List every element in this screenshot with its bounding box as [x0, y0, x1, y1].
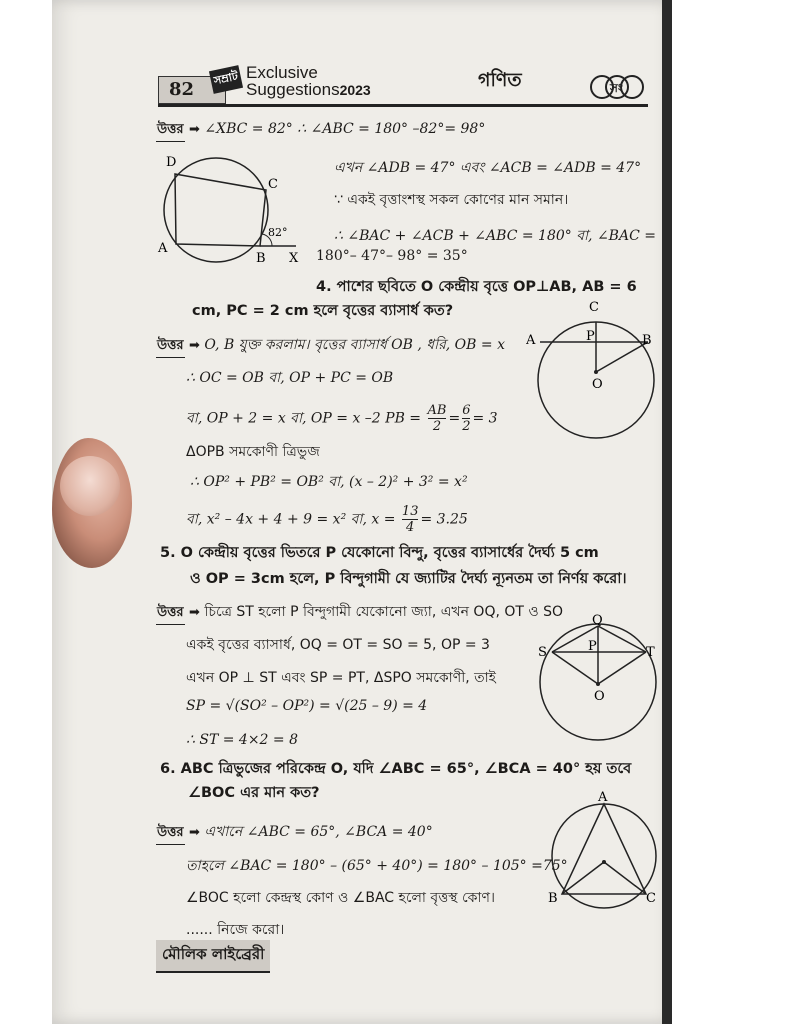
- q4-a3: বা, OP + 2 = x বা, OP = x –2 PB =: [186, 410, 422, 427]
- label-P: P: [586, 329, 595, 344]
- block1-line5: 180°– 47°– 98° = 35°: [316, 248, 468, 264]
- q4-a2: ∴ OC = OB বা, OP + PC = OB: [186, 370, 394, 386]
- q5-a5: ∴ ST = 4×2 = 8: [186, 732, 298, 748]
- q4-line1: 4. পাশের ছবিতে O কেন্দ্রীয় বৃত্তে OP⊥AB, AB = 6: [316, 279, 637, 295]
- block1-answer-line: [156, 120, 485, 142]
- label-O: O: [594, 689, 605, 704]
- arrow-right-icon: ➡: [189, 122, 200, 137]
- q4-a1: O, B যুক্ত করলাম। বৃত্তের ব্যাসার্ধ OB , ধরি, OB = x: [204, 337, 505, 353]
- label-O: O: [592, 377, 603, 392]
- footer-section-label: মৌলিক লাইব্রেরী: [156, 940, 270, 973]
- answer-label: উত্তর: [156, 120, 185, 142]
- q4-a4: ΔOPB সমকোণী ত্রিভুজ: [186, 444, 320, 460]
- svg-text:সং: সং: [610, 81, 624, 95]
- q6-a2: তাহলে ∠BAC = 180° – (65° + 40°) = 180° – 105° =75°: [186, 858, 568, 874]
- fraction-6-over-2: $\frac{6}{2}$: [462, 403, 471, 434]
- q6-a4: ...... নিজে করো।: [186, 922, 285, 938]
- q6-line2: ∠BOC এর মান কত?: [188, 785, 320, 801]
- q4-answer-line1: [156, 333, 505, 358]
- arrow-right-icon: ➡: [189, 338, 200, 353]
- block1-line4: ∴ ∠BAC + ∠ACB + ∠ABC = 180° বা, ∠BAC =: [334, 228, 656, 244]
- answer-label: উত্তর: [156, 823, 185, 845]
- q4-a5: ∴ OP² + PB² = OB² বা, (x – 2)² + 3² = x²: [190, 474, 468, 490]
- page-number: 82: [158, 76, 226, 104]
- q6-line1: 6. ABC ত্রিভুজের পরিকেন্দ্র O, যদি ∠ABC = 65°, ∠BCA = 40° হয় তবে: [160, 761, 632, 777]
- series-year: 2023: [339, 82, 371, 98]
- q5-a3: এখন OP ⊥ ST এবং SP = PT, ΔSPO সমকোণী, তাই: [186, 670, 496, 686]
- label-A: A: [598, 790, 608, 805]
- block1-line3: ∵ একই বৃত্তাংশস্থ সকল কোণের মান সমান।: [334, 192, 569, 208]
- label-B: B: [548, 891, 558, 906]
- q4-a6: বা, x² – 4x + 4 + 9 = x² বা, x =: [186, 511, 396, 528]
- label-angle-82: 82°: [268, 226, 288, 239]
- figure-circumcircle-triangle: [546, 790, 664, 912]
- label-Q: Q: [592, 613, 603, 628]
- block1-line2: এখন ∠ADB = 47° এবং ∠ACB = ∠ADB = 47°: [334, 160, 642, 176]
- publisher-logo-icon: [588, 70, 646, 104]
- thumb-nail: [60, 456, 120, 516]
- q5-line1: 5. O কেন্দ্রীয় বৃত্তের ভিতরে P যেকোনো বিন্দু, বৃত্তের ব্যাসার্ধের দৈর্ঘ্য 5 cm: [160, 545, 599, 561]
- q4-a3-line: বা, OP + 2 = x বা, OP = x –2 PB = $\frac{AB}{2}$ = $\frac{6}{2}$ = 3: [186, 403, 498, 434]
- label-X: X: [289, 251, 299, 266]
- answer-label: উত্তর: [156, 336, 185, 358]
- block1-line1: ∠XBC = 82° ∴ ∠ABC = 180° –82°= 98°: [204, 121, 486, 137]
- q4-a6-line: বা, x² – 4x + 4 + 9 = x² বা, x = $\frac{13}{4}$ = 3.25: [186, 504, 468, 535]
- q5-a1: চিত্রে ST হলো P বিন্দুগামী যেকোনো জ্যা, এখন OQ, OT ও SO: [204, 604, 564, 620]
- q6-a1: এখানে ∠ABC = 65°, ∠BCA = 40°: [204, 824, 433, 840]
- header-rule: [158, 104, 648, 107]
- q6-a3: ∠BOC হলো কেন্দ্রস্থ কোণ ও ∠BAC হলো বৃত্তস্থ কোণ।: [186, 890, 495, 906]
- fraction-13-over-4: $\frac{13}{4}$: [401, 504, 419, 535]
- q4-line2: cm, PC = 2 cm হলে বৃত্তের ব্যাসার্ধ কত?: [192, 303, 454, 319]
- q5-a4: SP = √(SO² – OP²) = √(25 – 9) = 4: [186, 698, 428, 714]
- label-C: C: [646, 891, 656, 906]
- arrow-right-icon: ➡: [189, 825, 200, 840]
- figure-circle-chord-perpendicular: [526, 298, 656, 448]
- fraction-ab-over-2: $\frac{AB}{2}$: [427, 403, 447, 434]
- figure-cyclic-quadrilateral: [156, 152, 316, 270]
- label-D: D: [166, 155, 177, 170]
- label-T: T: [646, 645, 655, 660]
- label-C: C: [589, 300, 599, 315]
- q5-line2: ও OP = 3cm হলে, P বিন্দুগামী যে জ্যাটির দৈর্ঘ্য ন্যূনতম তা নির্ণয় করো।: [190, 571, 627, 587]
- arrow-right-icon: ➡: [189, 605, 200, 620]
- answer-label: উত্তর: [156, 603, 185, 625]
- label-B: B: [642, 333, 652, 348]
- series-title-line1: Exclusive: [246, 63, 318, 82]
- figure-circle-chord-st: [532, 612, 662, 748]
- q6-answer-line1: [156, 820, 433, 845]
- label-S: S: [538, 645, 547, 660]
- label-C: C: [268, 177, 278, 192]
- series-suggestions: Suggestions: [246, 80, 340, 99]
- label-P: P: [588, 639, 597, 654]
- series-title-line2: [246, 80, 371, 100]
- label-A: A: [158, 241, 168, 256]
- q5-a2: একই বৃত্তের ব্যাসার্ধ, OQ = OT = SO = 5, OP = 3: [186, 637, 490, 653]
- label-B: B: [256, 251, 266, 266]
- label-A: A: [526, 333, 536, 348]
- subject-title: গণিত: [478, 69, 522, 91]
- q5-answer-line1: [156, 600, 563, 625]
- brand-badge: সম্রাট: [209, 65, 243, 94]
